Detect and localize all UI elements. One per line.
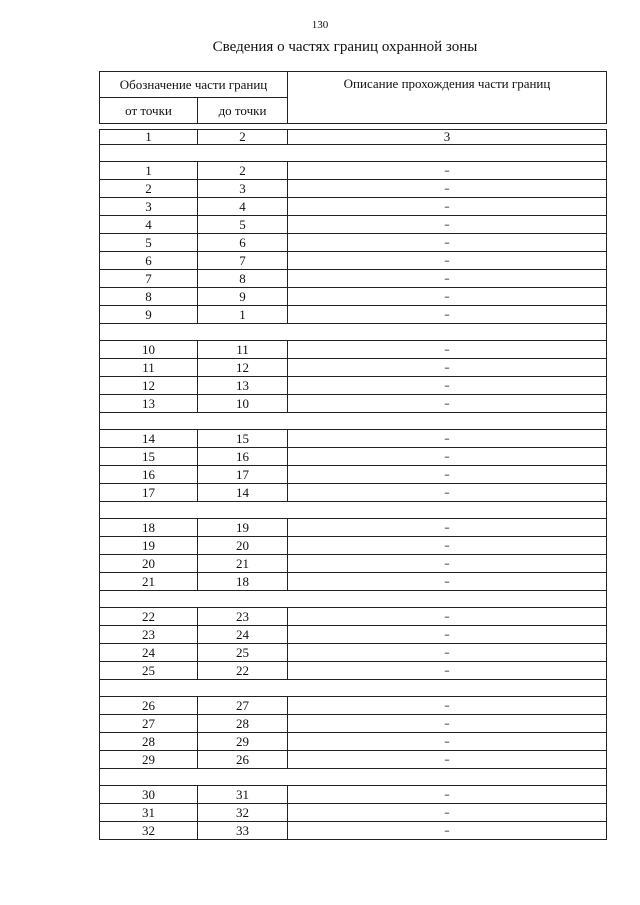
header-from-point: от точки	[100, 98, 198, 124]
header-description: Описание прохождения части границ	[288, 72, 607, 124]
group-separator-row	[100, 591, 607, 608]
to-point-cell: 12	[198, 359, 288, 377]
to-point-cell: 18	[198, 573, 288, 591]
table-row	[100, 234, 607, 252]
table-row	[100, 162, 607, 180]
table-row	[100, 288, 607, 306]
description-cell: –	[288, 270, 607, 288]
from-point-cell: 27	[100, 715, 198, 733]
header-boundary-designation: Обозначение части границ	[100, 72, 288, 98]
from-point-cell: 15	[100, 448, 198, 466]
table-row	[100, 608, 607, 626]
from-point-cell: 8	[100, 288, 198, 306]
from-point-cell: 17	[100, 484, 198, 502]
from-point-cell: 30	[100, 786, 198, 804]
table-row	[100, 484, 607, 502]
from-point-cell: 22	[100, 608, 198, 626]
description-cell: –	[288, 198, 607, 216]
column-numbers-row	[100, 130, 607, 145]
description-cell: –	[288, 306, 607, 324]
to-point-cell: 1	[198, 306, 288, 324]
from-point-cell: 19	[100, 537, 198, 555]
to-point-cell: 2	[198, 162, 288, 180]
to-point-cell: 33	[198, 822, 288, 840]
group-separator-row	[100, 324, 607, 341]
description-cell: –	[288, 341, 607, 359]
group-separator-cell	[100, 324, 607, 341]
from-point-cell: 5	[100, 234, 198, 252]
to-point-cell: 16	[198, 448, 288, 466]
description-cell: –	[288, 573, 607, 591]
to-point-cell: 13	[198, 377, 288, 395]
from-point-cell: 25	[100, 662, 198, 680]
to-point-cell: 25	[198, 644, 288, 662]
to-point-cell: 32	[198, 804, 288, 822]
table-row	[100, 377, 607, 395]
to-point-cell: 9	[198, 288, 288, 306]
to-point-cell: 19	[198, 519, 288, 537]
from-point-cell: 16	[100, 466, 198, 484]
description-cell: –	[288, 234, 607, 252]
to-point-cell: 17	[198, 466, 288, 484]
table-row	[100, 751, 607, 769]
description-cell: –	[288, 715, 607, 733]
description-cell: –	[288, 252, 607, 270]
description-cell: –	[288, 162, 607, 180]
description-cell: –	[288, 466, 607, 484]
to-point-cell: 14	[198, 484, 288, 502]
description-cell: –	[288, 662, 607, 680]
table-row	[100, 822, 607, 840]
from-point-cell: 13	[100, 395, 198, 413]
group-separator-cell	[100, 769, 607, 786]
table-row	[100, 573, 607, 591]
table-row	[100, 697, 607, 715]
to-point-cell: 11	[198, 341, 288, 359]
to-point-cell: 5	[198, 216, 288, 234]
description-cell: –	[288, 448, 607, 466]
description-cell: –	[288, 180, 607, 198]
description-cell: –	[288, 377, 607, 395]
to-point-cell: 4	[198, 198, 288, 216]
table-row	[100, 306, 607, 324]
to-point-cell: 15	[198, 430, 288, 448]
boundary-parts-table	[99, 71, 607, 840]
group-separator-row	[100, 502, 607, 519]
table-row	[100, 662, 607, 680]
from-point-cell: 32	[100, 822, 198, 840]
group-separator-cell	[100, 413, 607, 430]
table-row	[100, 252, 607, 270]
table-row	[100, 395, 607, 413]
description-cell: –	[288, 555, 607, 573]
from-point-cell: 4	[100, 216, 198, 234]
boundary-table-container	[99, 71, 606, 840]
to-point-cell: 22	[198, 662, 288, 680]
table-row	[100, 270, 607, 288]
table-row	[100, 626, 607, 644]
header-to-point: до точки	[198, 98, 288, 124]
description-cell: –	[288, 430, 607, 448]
table-row	[100, 216, 607, 234]
table-row	[100, 715, 607, 733]
to-point-cell: 24	[198, 626, 288, 644]
to-point-cell: 29	[198, 733, 288, 751]
table-row	[100, 733, 607, 751]
to-point-cell: 27	[198, 697, 288, 715]
from-point-cell: 3	[100, 198, 198, 216]
table-row	[100, 555, 607, 573]
group-separator-cell	[100, 591, 607, 608]
from-point-cell: 21	[100, 573, 198, 591]
description-cell: –	[288, 608, 607, 626]
description-cell: –	[288, 644, 607, 662]
group-separator-row	[100, 680, 607, 697]
to-point-cell: 20	[198, 537, 288, 555]
from-point-cell: 24	[100, 644, 198, 662]
from-point-cell: 9	[100, 306, 198, 324]
to-point-cell: 23	[198, 608, 288, 626]
from-point-cell: 1	[100, 162, 198, 180]
description-cell: –	[288, 216, 607, 234]
description-cell: –	[288, 804, 607, 822]
table-row	[100, 537, 607, 555]
description-cell: –	[288, 697, 607, 715]
to-point-cell: 31	[198, 786, 288, 804]
to-point-cell: 10	[198, 395, 288, 413]
description-cell: –	[288, 537, 607, 555]
table-row	[100, 448, 607, 466]
from-point-cell: 31	[100, 804, 198, 822]
table-row	[100, 644, 607, 662]
table-row	[100, 198, 607, 216]
description-cell: –	[288, 626, 607, 644]
table-row	[100, 430, 607, 448]
page-number: 130	[311, 19, 329, 31]
to-point-cell: 28	[198, 715, 288, 733]
from-point-cell: 2	[100, 180, 198, 198]
from-point-cell: 10	[100, 341, 198, 359]
description-cell: –	[288, 786, 607, 804]
from-point-cell: 18	[100, 519, 198, 537]
group-separator-row	[100, 413, 607, 430]
group-separator-row	[100, 145, 607, 162]
description-cell: –	[288, 484, 607, 502]
description-cell: –	[288, 359, 607, 377]
from-point-cell: 6	[100, 252, 198, 270]
from-point-cell: 28	[100, 733, 198, 751]
from-point-cell: 26	[100, 697, 198, 715]
to-point-cell: 21	[198, 555, 288, 573]
from-point-cell: 14	[100, 430, 198, 448]
table-row	[100, 341, 607, 359]
from-point-cell: 20	[100, 555, 198, 573]
description-cell: –	[288, 395, 607, 413]
table-row	[100, 359, 607, 377]
description-cell: –	[288, 822, 607, 840]
group-separator-cell	[100, 680, 607, 697]
from-point-cell: 12	[100, 377, 198, 395]
group-separator-cell	[100, 145, 607, 162]
document-title: Сведения о частях границ охранной зоны	[212, 39, 478, 55]
table-row	[100, 466, 607, 484]
column-number: 1	[100, 130, 198, 145]
to-point-cell: 6	[198, 234, 288, 252]
from-point-cell: 7	[100, 270, 198, 288]
to-point-cell: 7	[198, 252, 288, 270]
from-point-cell: 11	[100, 359, 198, 377]
table-row	[100, 804, 607, 822]
to-point-cell: 26	[198, 751, 288, 769]
column-number: 3	[288, 130, 607, 145]
table-body	[100, 124, 607, 840]
column-number: 2	[198, 130, 288, 145]
group-separator-cell	[100, 502, 607, 519]
table-row	[100, 180, 607, 198]
to-point-cell: 8	[198, 270, 288, 288]
from-point-cell: 23	[100, 626, 198, 644]
to-point-cell: 3	[198, 180, 288, 198]
description-cell: –	[288, 751, 607, 769]
description-cell: –	[288, 288, 607, 306]
table-row	[100, 786, 607, 804]
description-cell: –	[288, 519, 607, 537]
table-row	[100, 519, 607, 537]
from-point-cell: 29	[100, 751, 198, 769]
description-cell: –	[288, 733, 607, 751]
group-separator-row	[100, 769, 607, 786]
